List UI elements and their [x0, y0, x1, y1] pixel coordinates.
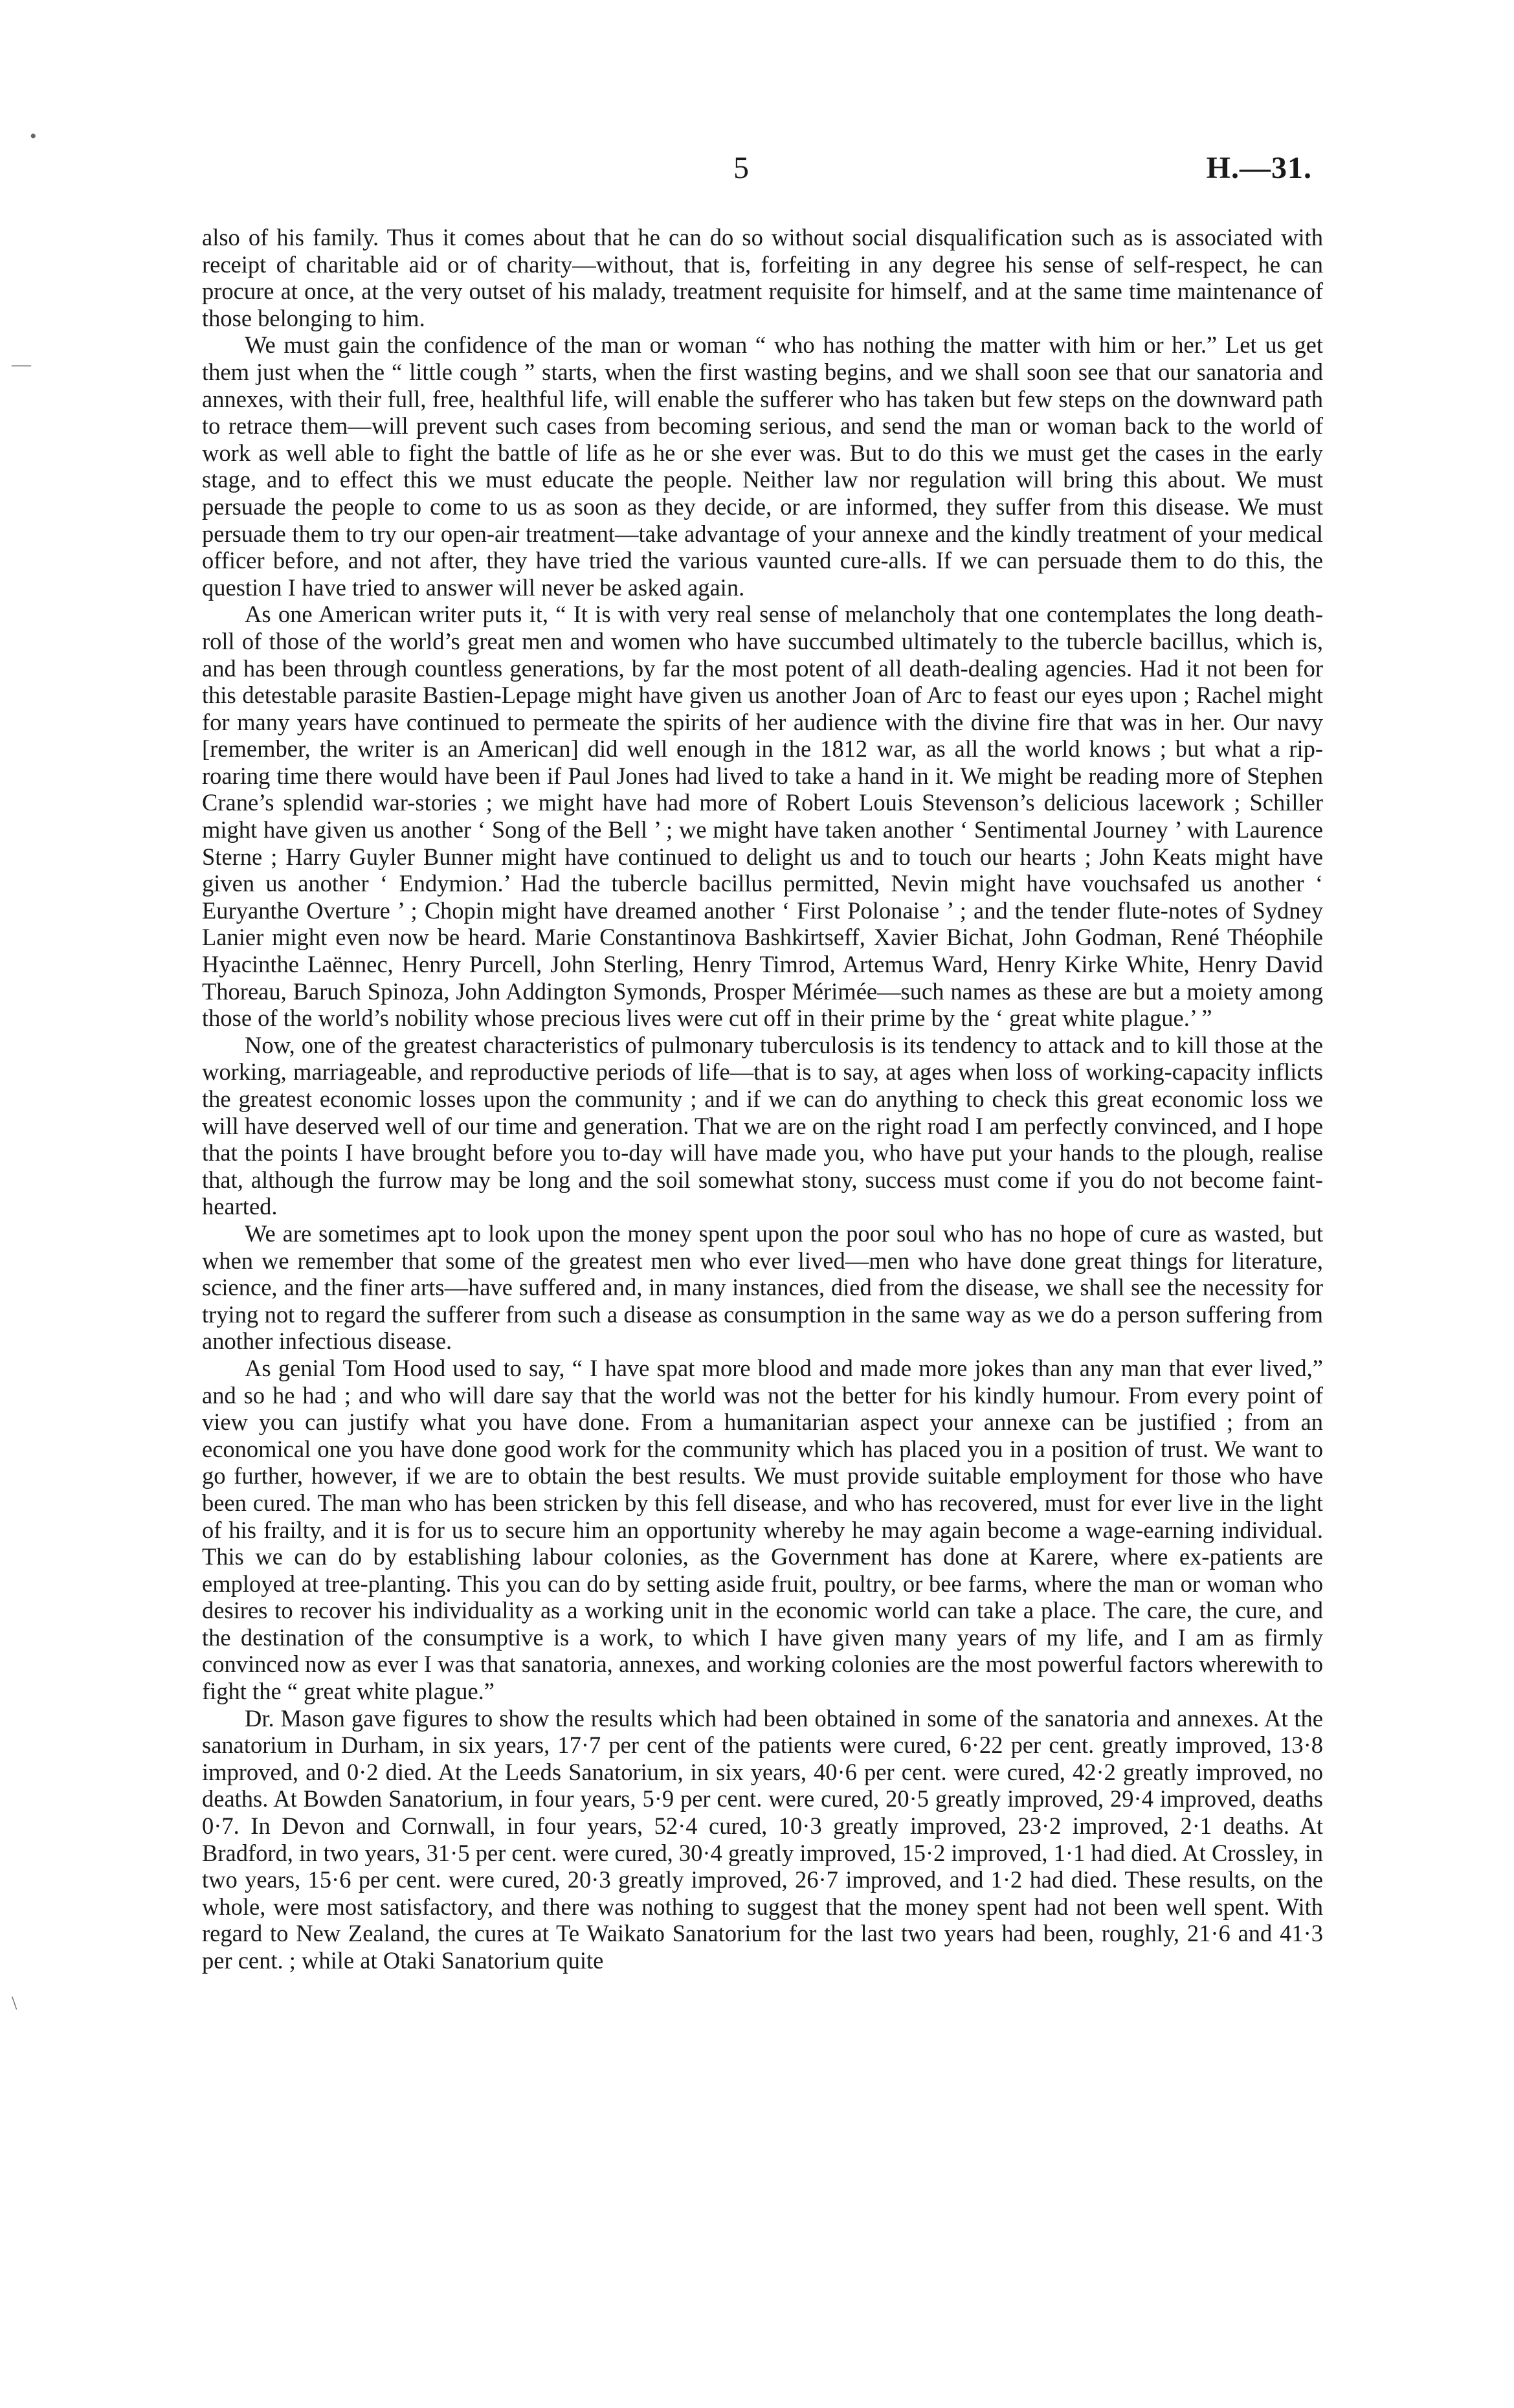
scan-mark: • — [30, 126, 37, 147]
paragraph-6: As genial Tom Hood used to say, “ I have spat more blood and made more jokes than any man that ever lived,” and so he had ; and who will dare say that the world was not the better for his kindly humour. From every point of view you can justify what you have done. From a humanitarian aspect your annexe can be justified ; from an economical one you have done good work for the community which has placed you in a position of trust. We want to go further, however, if we are to obtain the best results. We must provide suitable employment for those who have been cured. The man who has been stricken by this fell disease, and who has recovered, must for ever live in the light of his frailty, and it is for us to secure him an opportunity whereby he may again become a wage-earning individual. This we can do by establishing labour colonies, as the Government has done at Karere, where ex-patients are employed at tree-planting. This you can do by setting aside fruit, poultry, or bee farms, where the man or woman who desires to recover his individuality as a working unit in the economic world can take a place. The care, the cure, and the destination of the consumptive is a work, to which I have given many years of my life, and I am as firmly convinced now as ever I was that sanatoria, annexes, and working colonies are the most powerful factors wherewith to fight the “ great white plague.” — [202, 1354, 1323, 1705]
scan-mark: \ — [12, 1992, 17, 2014]
paragraph-1: also of his family. Thus it comes about that he can do so without social disqualification such as is associated with receipt of charitable aid or of charity—without, that is, forfeiting in any degree his sense of self-respect, he can procure at once, at the very outset of his malady, treatment requisite for himself, and at the same time maintenance of those belonging to him. — [202, 224, 1323, 331]
body-text — [202, 224, 1323, 1974]
scan-mark: — — [12, 353, 31, 375]
paragraph-3: As one American writer puts it, “ It is with very real sense of melancholy that one contemplates the long death-roll of those of the world’s great men and women who have succumbed ultimately to the tubercle bacillus, which is, and has been through countless generations, by far the most potent of all death-dealing agencies. Had it not been for this detestable parasite Bastien-Lepage might have given us another Joan of Arc to feast our eyes upon ; Rachel might for many years have continued to permeate the spirits of her audience with the divine fire that was in her. Our navy [remember, the writer is an American] did well enough in the 1812 war, as all the world knows ; but what a rip-roaring time there would have been if Paul Jones had lived to take a hand in it. We might be reading more of Stephen Crane’s splendid war-stories ; we might have had more of Robert Louis Stevenson’s delicious lacework ; Schiller might have given us another ‘ Song of the Bell ’ ; we might have taken another ‘ Sentimental Journey ’ with Laurence Sterne ; Harry Guyler Bunner might have continued to delight us and to touch our hearts ; John Keats might have given us another ‘ Endymion.’ Had the tubercle bacillus permitted, Nevin might have vouchsafed us another ‘ Euryanthe Overture ’ ; Chopin might have dreamed another ‘ First Polonaise ’ ; and the tender flute-notes of Sydney Lanier might even now be heard. Marie Constantinova Bashkirtseff, Xavier Bichat, John Godman, René Théophile Hyacinthe Laënnec, Henry Purcell, John Sterling, Henry Timrod, Artemus Ward, Henry Kirke White, Henry David Thoreau, Baruch Spinoza, John Addington Symonds, Prosper Mérimée—such names as these are but a moiety among those of the world’s nobility whose precious lives were cut off in their prime by the ‘ great white plague.’ ” — [202, 601, 1323, 1032]
paragraph-5: We are sometimes apt to look upon the money spent upon the poor soul who has no hope of cure as wasted, but when we remember that some of the greatest men who ever lived—men who have done great things for literature, science, and the finer arts—have suffered and, in many instances, died from the disease, we shall see the necessity for trying not to regard the sufferer from such a disease as consumption in the same way as we do a person suffering from another infectious disease. — [202, 1220, 1323, 1355]
page-number: 5 — [733, 151, 749, 185]
document-code: H.—31. — [1206, 151, 1312, 185]
paragraph-4: Now, one of the greatest characteristics of pulmonary tuberculosis is its tendency to attack and to kill those at the working, marriageable, and reproductive periods of life—that is to say, at ages when loss of working-capacity inflicts the greatest economic losses upon the community ; and if we can do anything to check this great economic loss we will have deserved well of our time and generation. That we are on the right road I am perfectly convinced, and I hope that the points I have brought before you to-day will have made you, who have put your hands to the plough, realise that, although the furrow may be long and the soil somewhat stony, success must come if you do not become faint-hearted. — [202, 1031, 1323, 1220]
paragraph-2: We must gain the confidence of the man or woman “ who has nothing the matter with him or her.” Let us get them just when the “ little cough ” starts, when the first wasting begins, and we shall soon see that our sanatoria and annexes, with their full, free, healthful life, will enable the sufferer who has taken but few steps on the downward path to retrace them—will prevent such cases from becoming serious, and send the man or woman back to the world of work as well able to fight the battle of life as he or she ever was. But to do this we must get the cases in the early stage, and to effect this we must educate the people. Neither law nor regulation will bring this about. We must persuade the people to come to us as soon as they decide, or are informed, they suffer from this disease. We must persuade them to try our open-air treatment—take advantage of your annexe and the kindly treatment of your medical officer before, and not after, they have tried the various vaunted cure-alls. If we can persuade them to do this, the question I have tried to answer will never be asked again. — [202, 331, 1323, 601]
paragraph-7: Dr. Mason gave figures to show the results which had been obtained in some of the sanatoria and annexes. At the sanatorium in Durham, in six years, 17·7 per cent of the patients were cured, 6·22 per cent. greatly improved, 13·8 improved, and 0·2 died. At the Leeds Sanatorium, in six years, 40·6 per cent. were cured, 42·2 greatly improved, no deaths. At Bowden Sanatorium, in four years, 5·9 per cent. were cured, 20·5 greatly improved, 29·4 improved, deaths 0·7. In Devon and Cornwall, in four years, 52·4 cured, 10·3 greatly improved, 23·2 improved, 2·1 deaths. At Bradford, in two years, 31·5 per cent. were cured, 30·4 greatly improved, 15·2 improved, 1·1 had died. At Crossley, in two years, 15·6 per cent. were cured, 20·3 greatly improved, 26·7 improved, and 1·2 had died. These results, on the whole, were most satisfactory, and there was nothing to suggest that the money spent had not been well spent. With regard to New Zealand, the cures at Te Waikato Sanatorium for the last two years had been, roughly, 21·6 and 41·3 per cent. ; while at Otaki Sanatorium quite — [202, 1704, 1323, 1974]
